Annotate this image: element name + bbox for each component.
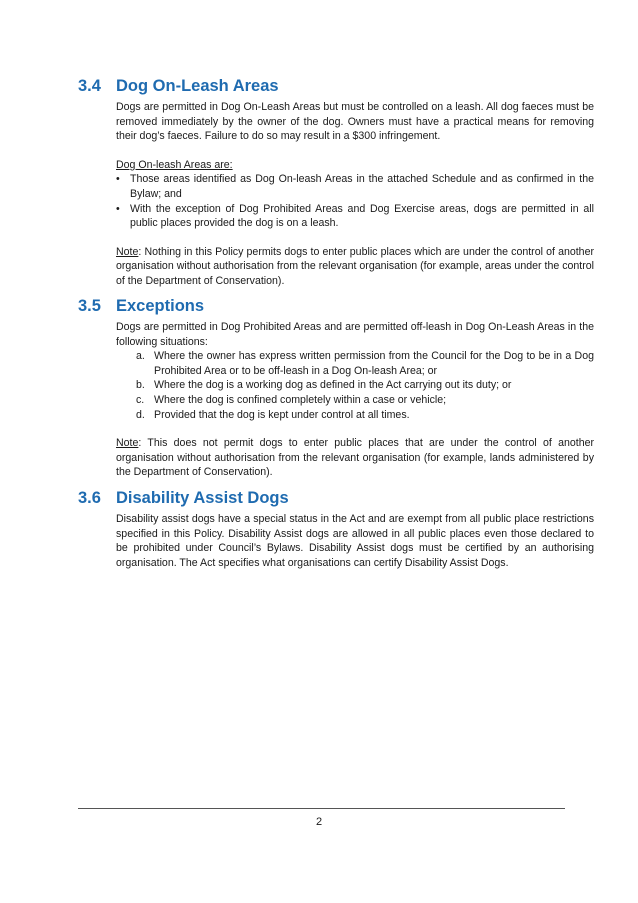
list-marker: b. — [136, 379, 145, 392]
lettered-list — [116, 349, 594, 422]
page-number: 2 — [315, 816, 323, 828]
list-item-text: Where the dog is confined completely within a case or vehicle; — [154, 393, 447, 406]
note-paragraph — [116, 245, 594, 289]
list-marker: a. — [136, 350, 145, 363]
section-3-5 — [78, 296, 594, 480]
paragraph: Disability assist dogs have a special status in the Act and are exempt from all public place restrictions specified in this Policy. Disability Assist dogs are allowed in all public places even those declared to be prohibited under Council’s Bylaws. Disability Assist dogs must be certified by an authorising organisation. The Act specifies what organisations can certify Disability Assist Dogs. — [116, 513, 594, 569]
list-item — [116, 349, 594, 378]
section-number: 3.5 — [78, 297, 101, 315]
footer-divider — [78, 808, 565, 809]
list-item — [116, 408, 594, 423]
section-body — [116, 512, 594, 570]
note-paragraph — [116, 436, 594, 480]
section-heading — [78, 296, 594, 316]
note-label: Note — [116, 245, 139, 258]
section-number: 3.6 — [78, 489, 101, 507]
list-item-text: Where the owner has express written permission from the Council for the Dog to be in a Dog Prohibited Area or to be off-leash in a Dog On-leash Area; or — [154, 350, 594, 377]
section-3-6 — [78, 488, 594, 570]
section-body — [116, 100, 594, 289]
list-item: • Those areas identified as Dog On-leash Areas in the attached Schedule and as confirmed in the Bylaw; and — [116, 172, 594, 201]
list-item-text: Where the dog is a working dog as defined in the Act carrying out its duty; or — [154, 379, 512, 392]
section-heading — [78, 76, 594, 96]
list-intro: Dog On-leash Areas are: — [116, 158, 233, 171]
list-marker: d. — [136, 408, 145, 421]
paragraph: Dogs are permitted in Dog Prohibited Areas and are permitted off-leash in Dog On-Leash Areas in the following situations: — [116, 321, 594, 348]
section-title: Dog On-Leash Areas — [116, 77, 279, 95]
note-label: Note — [116, 437, 139, 450]
note-text: : This does not permit dogs to enter public places that are under the control of another organisation without authorisation from the relevant organisation (for example, lands administered by the Department of Conservation). — [116, 437, 594, 479]
list-item-text: Provided that the dog is kept under control at all times. — [154, 408, 410, 421]
note-text: : Nothing in this Policy permits dogs to enter public places which are under the control of another organisation without authorisation from the relevant organisation (for example, areas under the control of the Department of Conservation). — [116, 245, 594, 287]
section-title: Exceptions — [116, 297, 205, 315]
section-title: Disability Assist Dogs — [116, 489, 289, 507]
section-heading — [78, 488, 594, 508]
list-item — [116, 378, 594, 393]
section-number: 3.4 — [78, 77, 101, 95]
bullet-list — [116, 172, 594, 230]
paragraph: Dogs are permitted in Dog On-Leash Areas but must be controlled on a leash. All dog faeces must be removed immediately by the owner of the dog. Owners must have a practical means for removing their dog’s faeces. Failure to do so may result in a $300 infringement. — [116, 101, 594, 143]
section-3-4 — [78, 76, 594, 289]
list-item — [116, 393, 594, 408]
section-body — [116, 320, 594, 480]
list-item: • With the exception of Dog Prohibited Areas and Dog Exercise areas, dogs are permitted in all public places provided the dog is on a leash. — [116, 202, 594, 231]
list-marker: c. — [136, 393, 145, 406]
